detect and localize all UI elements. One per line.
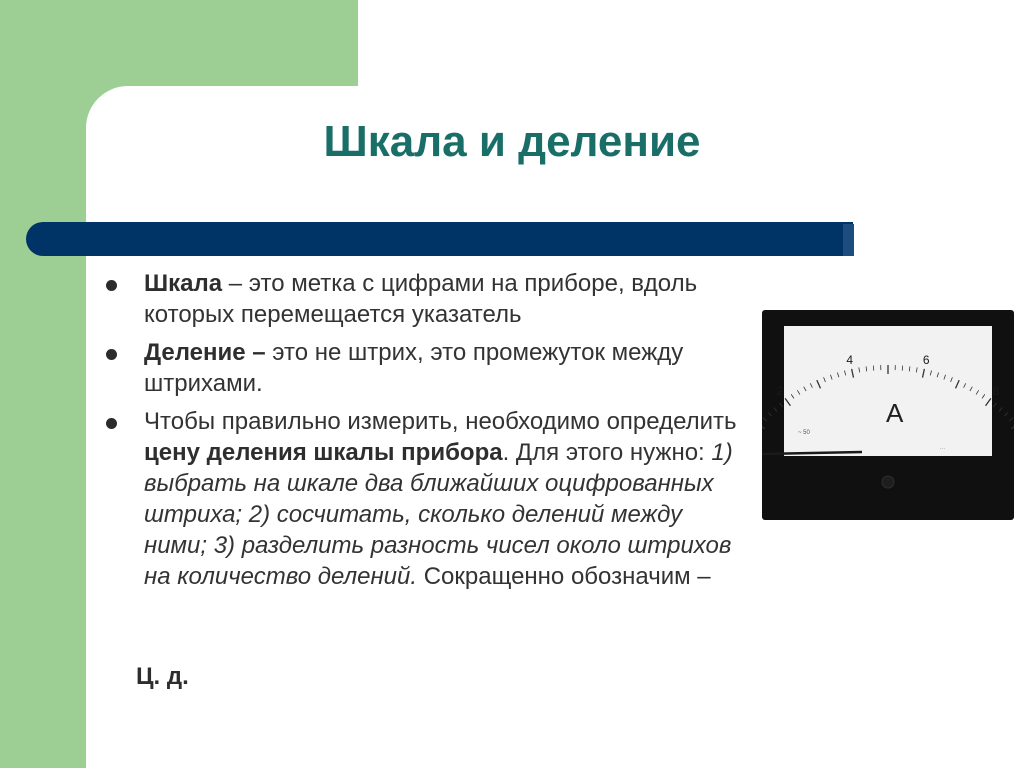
bullet-text: – это метка с цифрами на приборе, вдоль которых перемещается указатель [144,270,698,328]
bullet-item-method [102,406,742,592]
ammeter-adjust-screw [882,476,894,488]
ammeter-scale-label: 2 [776,384,784,399]
bullet-item-scale [102,268,742,330]
ammeter-face [784,326,992,456]
bullet-text: Сокращенно обозначим – [417,563,711,590]
bullet-text: это не штрих, это промежуток между штрихами. [144,339,684,397]
bullet-list [102,268,742,599]
ammeter-scale-label: 6 [922,353,930,368]
bullet-text: Чтобы правильно измерить, необходимо определить [144,408,737,435]
ammeter-scale-label: 4 [846,353,854,368]
ammeter-unit: A [886,398,904,428]
term-scale: Шкала [144,270,223,297]
bullet-text: . Для этого нужно: [502,439,712,466]
bullet-dot-icon [106,349,117,360]
title-divider-bar [26,222,853,256]
ammeter-maker-mark: ··· [940,446,945,452]
ammeter-scale-label: 8 [992,384,1000,399]
title-divider-bar-edge [843,224,854,256]
bullet-dot-icon [106,280,117,291]
term-division: Деление – [144,339,266,366]
bullet-dot-icon [106,418,117,429]
ammeter-small-marks: ~ 50 [798,430,810,436]
abbreviation: Ц. д. [136,663,189,690]
slide-title: Шкала и деление [323,117,701,166]
term-division-value: цену деления шкалы прибора [144,439,503,466]
ammeter-image [762,310,1014,520]
steps-text: 1) выбрать на шкале два ближайших оцифрованных штриха; 2) сосчитать, сколько делений между ними; 3) разделить разность чисел около штрихов на количество делений. [144,439,733,590]
bullet-item-division [102,337,742,399]
